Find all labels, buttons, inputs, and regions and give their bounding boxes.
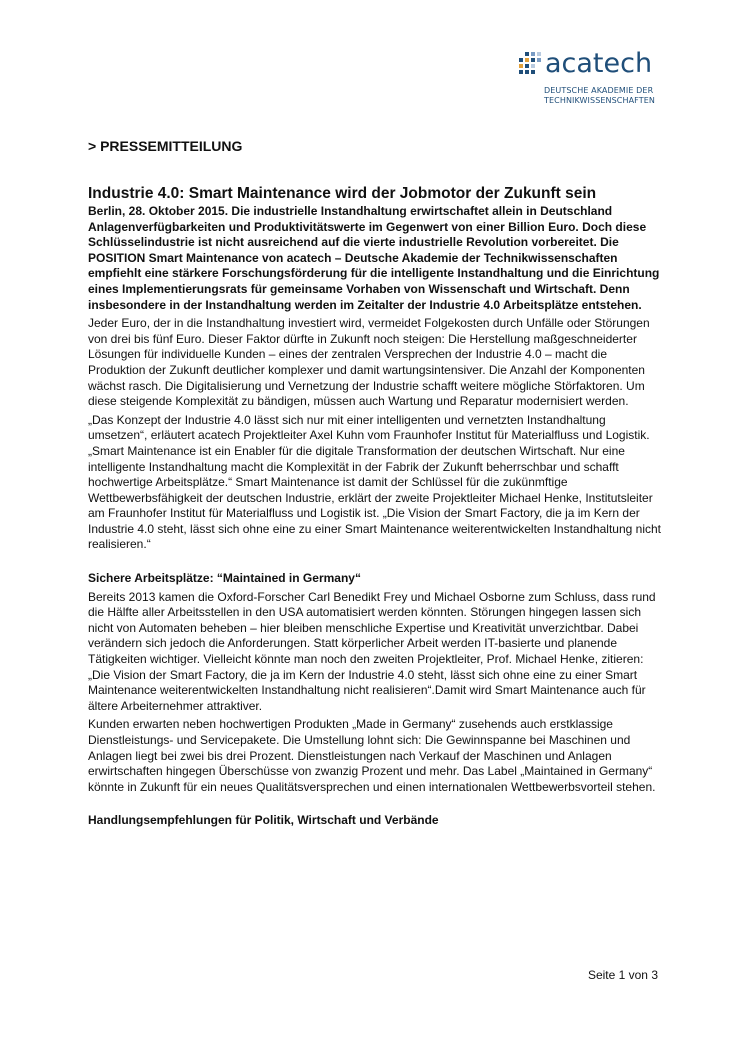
logo-wordmark: acatech (545, 48, 653, 79)
paragraph-3: Bereits 2013 kamen die Oxford-Forscher Carl Benedikt Frey und Michael Osborne zum Schluss, dass rund die Hälfte aller Arbeitsstellen in den USA automatisiert werden könnten. Störungen hingegen lassen sich nicht von Automaten beheben – hier bleiben menschliche Expertise und Kreativität unverzichtbar. Dabei verändern sich jedoch die Anforderungen. Statt körperlicher Arbeit werden IT-basierte und planende Tätigkeiten wichtiger. Vielleicht könnte man noch den zweiten Projektleiter, Prof. Michael Henke, zitieren: „Die Vision der Smart Factory, die ja im Kern der Industrie 4.0 steht, lässt sich ohne eine zu einer Smart Maintenance weiterentwickelten Instandhaltung nicht realisieren“.Damit wird Smart Maintenance auch für ältere Arbeiternehmer attraktiver. (88, 589, 656, 713)
acatech-logo (519, 50, 664, 106)
page-number: Seite 1 von 3 (587, 968, 658, 982)
section-heading-jobs: Sichere Arbeitsplätze: “Maintained in Germany“ (88, 571, 361, 586)
article-body (88, 184, 666, 829)
section-heading-recommendations: Handlungsempfehlungen für Politik, Wirtschaft und Verbände (88, 813, 439, 828)
article-lead: Berlin, 28. Oktober 2015. Die industrielle Instandhaltung erwirtschaftet allein in Deutschland Anlagenverfügbarkeiten und Produktivitätswerte im Gegenwert von einer Billion Euro. Doch diese Schlüsselindustrie ist nicht ausreichend auf die vierte industrielle Revolution vorbereitet. Die POSITION Smart Maintenance von acatech – Deutsche Akademie der Technikwissenschaften empfiehlt eine stärkere Forschungsförderung für die intelligente Instandhaltung und die Einrichtung eines Implementierungsrats für gemeinsame Vorhaben von Wissenschaft und Wirtschaft. Denn insbesondere in der Instandhaltung werden im Zeitalter der Industrie 4.0 Arbeitsplätze entstehen. (88, 204, 660, 312)
press-release-heading: > PRESSEMITTEILUNG (88, 138, 243, 154)
logo-subtitle (544, 86, 664, 106)
acatech-logo-mark-icon (519, 52, 541, 76)
paragraph-4: Kunden erwarten neben hochwertigen Produkten „Made in Germany“ zusehends auch erstklassige Dienstleistungs- und Servicepakete. Die Umstellung lohnt sich: Die Gewinnspanne bei Maschinen und Anlagen liegt bei zwei bis drei Prozent. Dienstleistungen nach Verkauf der Maschinen und Anlagen erwirtschaften hingegen Überschüsse von zwanzig Prozent und mehr. Das Label „Maintained in Germany“ könnte in Zukunft für ein neues Qualitätsversprechen und einen internationalen Wettbewerbsvorteil stehen. (88, 717, 656, 794)
article-title: Industrie 4.0: Smart Maintenance wird der Jobmotor der Zukunft sein (88, 185, 597, 202)
paragraph-2: „Das Konzept der Industrie 4.0 lässt sich nur mit einer intelligenten und vernetzten Instandhaltung umsetzen“, erläutert acatech Projektleiter Axel Kuhn vom Fraunhofer Institut für Materialfluss und Logistik. „Smart Maintenance ist ein Enabler für die digitale Transformation der deutschen Wirtschaft. Nur eine intelligente Instandhaltung macht die Komplexität in der Fabrik der Zukunft beherrschbar und schafft hochwertige Arbeitsplätze.“ Smart Maintenance ist damit der Schlüssel für die zukünmftige Wettbewerbsfähigkeit der deutschen Industrie, erklärt der zweite Projektleiter Michael Henke, Institutsleiter am Fraunhofer Institut für Materialfluss und Logistik ist. „Die Vision der Smart Factory, die ja im Kern der Industrie 4.0 steht, lässt sich ohne eine zu einer Smart Maintenance weiterentwickelten Instandhaltung nicht realisieren.“ (88, 412, 661, 552)
logo-subtitle-line1: DEUTSCHE AKADEMIE DER (544, 86, 654, 95)
paragraph-1: Jeder Euro, der in die Instandhaltung investiert wird, vermeidet Folgekosten durch Unfälle oder Störungen von drei bis fünf Euro. Dieser Faktor dürfte in Zukunft noch steigen: Die Herstellung maßgeschneiderter Lösungen für individuelle Kunden – eines der zentralen Versprechen der Industrie 4.0 – macht die Produktion der Zukunft deutlicher komplexer und damit wartungsintensiver. Die Anzahl der Komponenten wächst rasch. Die Digitalisierung und Vernetzung der Industrie schafft weitere mögliche Störfaktoren. Um diese steigende Komplexität zu bändigen, müssen auch Wartung und Reparatur modernisiert werden. (88, 316, 650, 409)
logo-subtitle-line2: TECHNIKWISSENSCHAFTEN (544, 96, 655, 105)
